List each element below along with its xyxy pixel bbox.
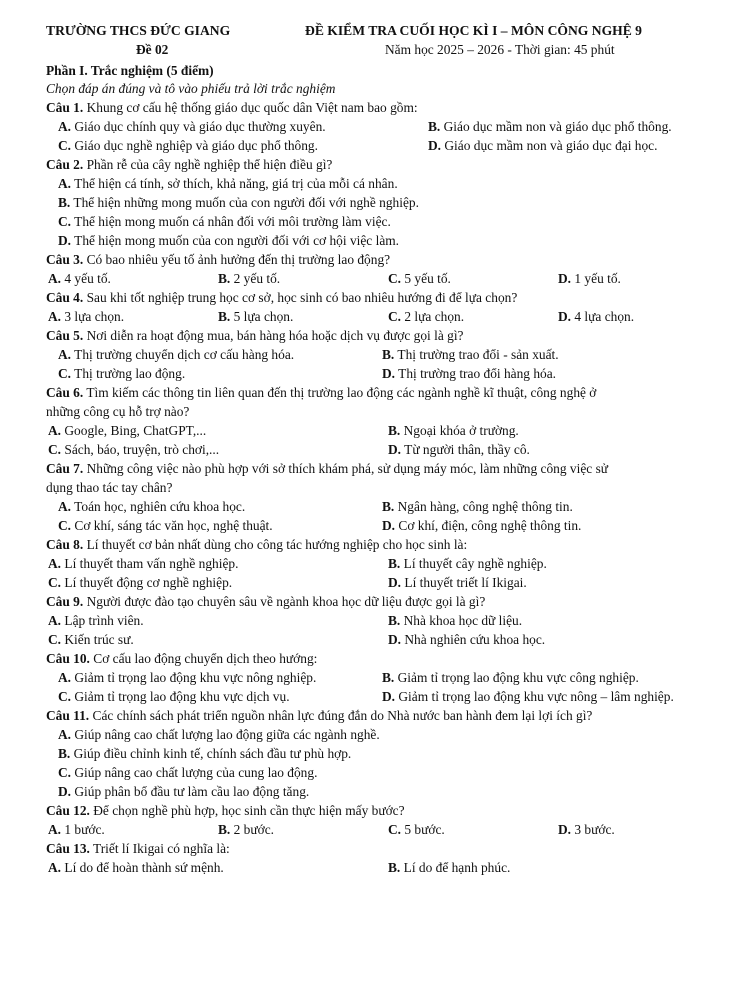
option: C. Giáo dục nghề nghiệp và giáo dục phổ thông.	[58, 138, 318, 153]
question-stem-cont: dụng thao tác tay chân?	[46, 480, 173, 495]
option: D. Lí thuyết triết lí Ikigai.	[388, 575, 527, 590]
question-stem: Câu 10. Cơ cấu lao động chuyển dịch theo hướng:	[46, 651, 318, 666]
option: C. 5 yếu tố.	[388, 271, 451, 286]
option: B. Ngoại khóa ở trường.	[388, 423, 519, 438]
option: B. 2 yếu tố.	[218, 271, 281, 286]
option: D. 3 bước.	[558, 822, 615, 837]
option: D. Giảm tỉ trọng lao động khu vực nông – lâm nghiệp.	[382, 689, 674, 704]
option: B. Ngân hàng, công nghệ thông tin.	[382, 499, 573, 514]
option: B. 2 bước.	[218, 822, 275, 837]
question-stem: Câu 12. Để chọn nghề phù hợp, học sinh cần thực hiện mấy bước?	[46, 803, 405, 818]
option: A. 4 yếu tố.	[48, 271, 111, 286]
option: A. Lập trình viên.	[48, 613, 144, 628]
exam-title: ĐỀ KIỂM TRA CUỐI HỌC KÌ I – MÔN CÔNG NGHỆ 9	[305, 23, 642, 38]
option: A. Lí thuyết tham vấn nghề nghiệp.	[48, 556, 239, 571]
option: D. 1 yếu tố.	[558, 271, 621, 286]
option: C. Kiến trúc sư.	[48, 632, 134, 647]
option: A. Thể hiện cá tính, sở thích, khả năng, giá trị của mỗi cá nhân.	[58, 176, 398, 191]
section-instruction: Chọn đáp án đúng và tô vào phiếu trả lời trắc nghiệm	[46, 81, 336, 96]
option: A. Giúp nâng cao chất lượng lao động giữa các ngành nghề.	[58, 727, 380, 742]
option: C. Thể hiện mong muốn cá nhân đối với môi trường làm việc.	[58, 214, 391, 229]
option: C. 5 bước.	[388, 822, 445, 837]
question-stem: Câu 4. Sau khi tốt nghiệp trung học cơ sở, học sinh có bao nhiêu hướng đi để lựa chọn?	[46, 290, 518, 305]
option: C. Giúp nâng cao chất lượng của cung lao động.	[58, 765, 318, 780]
option: A. Toán học, nghiên cứu khoa học.	[58, 499, 246, 514]
question-stem: Câu 11. Các chính sách phát triển nguồn nhân lực đúng đắn do Nhà nước ban hành đem lại lợi ích gì?	[46, 708, 593, 723]
question-stem: Câu 13. Triết lí Ikigai có nghĩa là:	[46, 841, 230, 856]
option: D. Thể hiện mong muốn của con người đối với cơ hội việc làm.	[58, 233, 400, 248]
option: A. Giáo dục chính quy và giáo dục thường xuyên.	[58, 119, 326, 134]
option: D. Giáo dục mầm non và giáo dục đại học.	[428, 138, 658, 153]
question-stem: Câu 6. Tìm kiếm các thông tin liên quan đến thị trường lao động các ngành nghề kĩ thuật, công nghệ ở	[46, 385, 597, 400]
option: D. Cơ khí, điện, công nghệ thông tin.	[382, 518, 582, 533]
option: C. Giảm tỉ trọng lao động khu vực dịch vụ.	[58, 689, 290, 704]
question-stem: Câu 9. Người được đào tạo chuyên sâu về ngành khoa học dữ liệu được gọi là gì?	[46, 594, 486, 609]
option: A. Lí do để hoàn thành sứ mệnh.	[48, 860, 224, 875]
option: A. Giảm tỉ trọng lao động khu vực nông nghiệp.	[58, 670, 317, 685]
exam-year-time: Năm học 2025 – 2026 - Thời gian: 45 phút	[385, 42, 615, 57]
option: C. Cơ khí, sáng tác văn học, nghệ thuật.	[58, 518, 273, 533]
option: B. Lí do để hạnh phúc.	[388, 860, 511, 875]
option: C. 2 lựa chọn.	[388, 309, 465, 324]
option: D. Giúp phân bổ đầu tư làm cầu lao động tăng.	[58, 784, 310, 799]
option: B. Thị trường trao đổi - sản xuất.	[382, 347, 559, 362]
option: D. 4 lựa chọn.	[558, 309, 635, 324]
question-stem: Câu 1. Khung cơ cấu hệ thống giáo dục quốc dân Việt nam bao gồm:	[46, 100, 418, 115]
option: D. Từ người thân, thầy cô.	[388, 442, 530, 457]
question-stem: Câu 3. Có bao nhiêu yếu tố ảnh hưởng đến thị trường lao động?	[46, 252, 391, 267]
option: A. Google, Bing, ChatGPT,...	[48, 423, 207, 438]
section-title: Phần I. Trắc nghiệm (5 điểm)	[46, 63, 214, 78]
option: A. 1 bước.	[48, 822, 105, 837]
option: B. Nhà khoa học dữ liệu.	[388, 613, 523, 628]
option: A. Thị trường chuyển dịch cơ cấu hàng hóa.	[58, 347, 295, 362]
option: C. Thị trường lao động.	[58, 366, 186, 381]
option: C. Lí thuyết động cơ nghề nghiệp.	[48, 575, 233, 590]
option: B. Giảm tỉ trọng lao động khu vực công nghiệp.	[382, 670, 639, 685]
option: A. 3 lựa chọn.	[48, 309, 125, 324]
option: B. Giáo dục mầm non và giáo dục phổ thông.	[428, 119, 672, 134]
option: D. Nhà nghiên cứu khoa học.	[388, 632, 546, 647]
question-stem: Câu 5. Nơi diễn ra hoạt động mua, bán hàng hóa hoặc dịch vụ được gọi là gì?	[46, 328, 464, 343]
question-stem: Câu 2. Phần rễ của cây nghề nghiệp thể hiện điều gì?	[46, 157, 333, 172]
question-stem-cont: những công cụ hỗ trợ nào?	[46, 404, 190, 419]
option: C. Sách, báo, truyện, trò chơi,...	[48, 442, 220, 457]
option: B. 5 lựa chọn.	[218, 309, 294, 324]
option: B. Giúp điều chỉnh kinh tế, chính sách đầu tư phù hợp.	[58, 746, 352, 761]
option: B. Lí thuyết cây nghề nghiệp.	[388, 556, 547, 571]
school-name: TRƯỜNG THCS ĐỨC GIANG	[46, 23, 231, 38]
option: D. Thị trường trao đổi hàng hóa.	[382, 366, 557, 381]
question-stem: Câu 7. Những công việc nào phù hợp với sở thích khám phá, sử dụng máy móc, làm những công việc sử	[46, 461, 609, 476]
question-stem: Câu 8. Lí thuyết cơ bản nhất dùng cho công tác hướng nghiệp cho học sinh là:	[46, 537, 468, 552]
option: B. Thể hiện những mong muốn của con người đối với nghề nghiệp.	[58, 195, 419, 210]
exam-code: Đề 02	[136, 42, 169, 57]
